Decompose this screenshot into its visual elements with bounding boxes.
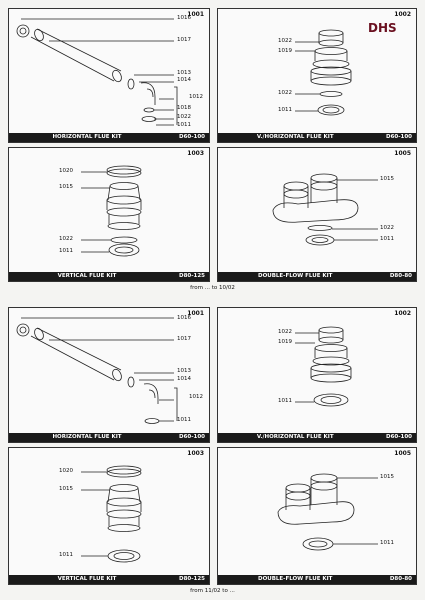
panel-vertical-flue-kit <box>8 147 210 282</box>
panel-vertical-flue-kit <box>8 447 210 585</box>
kit-code: D60-100 <box>386 434 412 440</box>
part-label: 1011 <box>177 417 191 423</box>
part-label: 1022 <box>278 90 292 96</box>
kit-code: D60-100 <box>386 134 412 140</box>
panel-number: 1001 <box>187 11 204 18</box>
panel-double-flow-flue-kit <box>217 447 417 585</box>
kit-code: D60-100 <box>179 434 205 440</box>
kit-title: HORIZONTAL FLUE KIT <box>52 134 122 140</box>
part-label: 1017 <box>177 37 191 43</box>
part-label: 1022 <box>59 236 73 242</box>
dhs-logo: DHS <box>368 21 397 35</box>
kit-title: DOUBLE-FLOW FLUE KIT <box>258 576 333 582</box>
panel-number: 1005 <box>394 150 411 157</box>
part-label: 1011 <box>380 540 394 546</box>
part-label: 1014 <box>177 77 191 83</box>
panel-number: 1003 <box>187 450 204 457</box>
part-label: 1013 <box>177 70 191 76</box>
part-label: 1015 <box>59 486 73 492</box>
panel-footer <box>218 272 416 281</box>
part-label: 1013 <box>177 368 191 374</box>
part-label: 1011 <box>59 552 73 558</box>
kit-code: D60-100 <box>179 134 205 140</box>
kit-code: D80-80 <box>389 273 412 279</box>
panel-number: 1001 <box>187 310 204 317</box>
vertical-flue-kit-drawing <box>9 448 211 586</box>
part-label: 1015 <box>59 184 73 190</box>
v-horizontal-flue-kit-drawing <box>218 308 418 444</box>
part-label: 1015 <box>380 474 394 480</box>
part-label: 1012 <box>189 394 203 400</box>
part-label: 1019 <box>278 48 292 54</box>
panel-footer <box>9 133 209 142</box>
panel-footer <box>218 133 416 142</box>
double-flow-flue-kit-drawing <box>218 448 418 586</box>
panel-footer <box>218 433 416 442</box>
kit-title: VERTICAL FLUE KIT <box>57 576 117 582</box>
panel-v-horizontal-flue-kit <box>217 307 417 443</box>
part-label: 1011 <box>278 107 292 113</box>
part-label: 1022 <box>177 114 191 120</box>
part-label: 1016 <box>177 315 191 321</box>
panel-footer <box>9 575 209 584</box>
part-label: 1015 <box>380 176 394 182</box>
part-label: 1011 <box>59 248 73 254</box>
part-label: 1022 <box>278 329 292 335</box>
v-horizontal-flue-kit-drawing <box>218 9 418 144</box>
panel-horizontal-flue-kit <box>8 307 210 443</box>
part-label: 1011 <box>177 122 191 128</box>
kit-title: DOUBLE-FLOW FLUE KIT <box>258 273 333 279</box>
part-label: 1018 <box>177 105 191 111</box>
panel-horizontal-flue-kit <box>8 8 210 143</box>
part-label: 1020 <box>59 468 73 474</box>
part-label: 1020 <box>59 168 73 174</box>
part-label: 1022 <box>380 225 394 231</box>
part-label: 1017 <box>177 336 191 342</box>
panel-v-horizontal-flue-kit <box>217 8 417 143</box>
part-label: 1011 <box>380 236 394 242</box>
kit-code: D80-125 <box>179 576 205 582</box>
date-range-banner: from 11/02 to ... <box>190 588 235 594</box>
vertical-flue-kit-drawing <box>9 148 211 283</box>
kit-code: D80-80 <box>389 576 412 582</box>
part-label: 1019 <box>278 339 292 345</box>
part-label: 1022 <box>278 38 292 44</box>
part-label: 1016 <box>177 15 191 21</box>
panel-footer <box>9 433 209 442</box>
panel-number: 1005 <box>394 450 411 457</box>
panel-footer <box>9 272 209 281</box>
kit-title: V./HORIZONTAL FLUE KIT <box>256 134 334 140</box>
kit-title: HORIZONTAL FLUE KIT <box>52 434 122 440</box>
double-flow-flue-kit-drawing <box>218 148 418 283</box>
kit-code: D80-125 <box>179 273 205 279</box>
panel-number: 1002 <box>394 310 411 317</box>
part-label: 1012 <box>189 94 203 100</box>
panel-number: 1003 <box>187 150 204 157</box>
panel-footer <box>218 575 416 584</box>
kit-title: V./HORIZONTAL FLUE KIT <box>256 434 334 440</box>
part-label: 1014 <box>177 376 191 382</box>
kit-title: VERTICAL FLUE KIT <box>57 273 117 279</box>
date-range-banner: from ... to 10/02 <box>190 285 235 291</box>
part-label: 1011 <box>278 398 292 404</box>
panel-number: 1002 <box>394 11 411 18</box>
panel-double-flow-flue-kit <box>217 147 417 282</box>
